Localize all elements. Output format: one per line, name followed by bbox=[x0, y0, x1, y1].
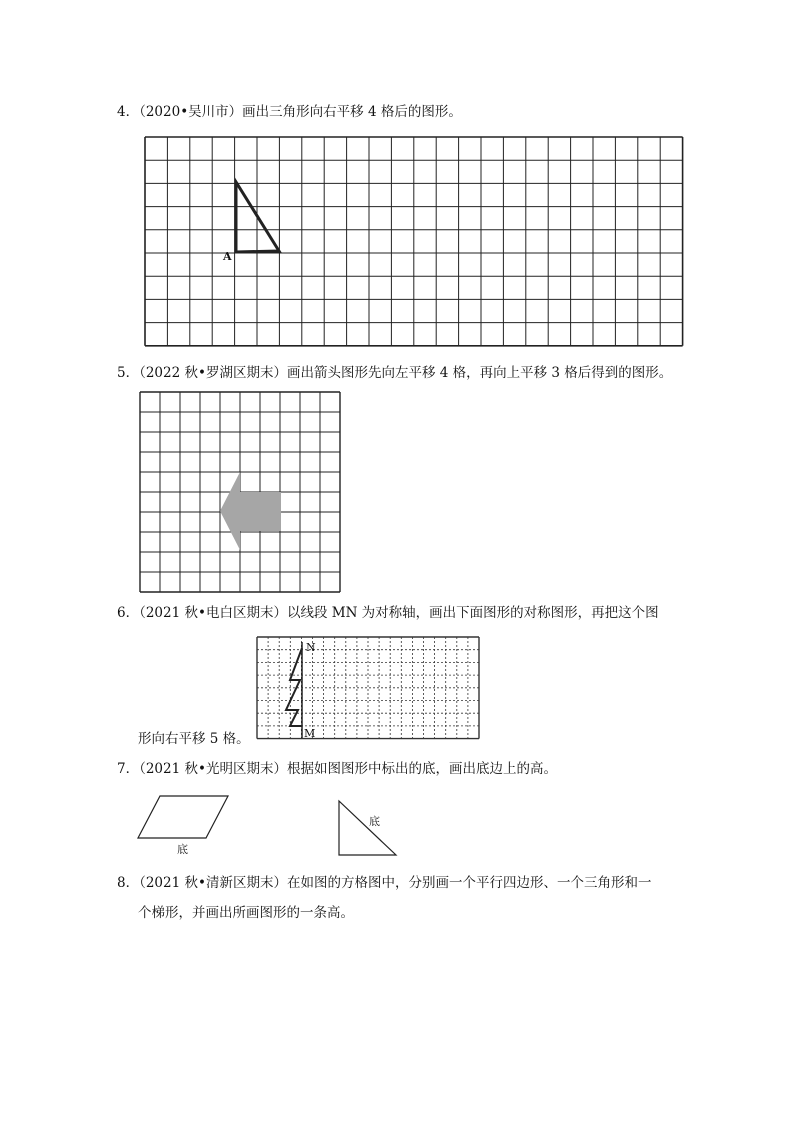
base-label-triangle: 底 bbox=[369, 815, 380, 828]
grid-q4 bbox=[140, 132, 690, 350]
arrow-shape bbox=[220, 472, 281, 550]
question-text: （2020•吴川市）画出三角形向右平移 4 格后的图形。 bbox=[139, 104, 462, 120]
question-text: （2021 秋•光明区期末）根据如图图形中标出的底，画出底边上的高。 bbox=[139, 761, 557, 777]
label-m: M bbox=[304, 727, 316, 740]
question-6 bbox=[117, 603, 659, 623]
grid-q5 bbox=[138, 390, 342, 594]
grid-q6 bbox=[254, 634, 480, 742]
question-8 bbox=[117, 873, 651, 893]
question-text: （2021 秋•电白区期末）以线段 MN 为对称轴，画出下面图形的对称图形，再把这个图 bbox=[139, 605, 659, 621]
question-number: 4． bbox=[117, 104, 140, 120]
point-label-a: A bbox=[223, 250, 232, 263]
question-4 bbox=[117, 102, 462, 122]
question-8-continuation: 个梯形，并画出所画图形的一条高。 bbox=[138, 905, 354, 921]
question-text: （2022 秋•罗湖区期末）画出箭头图形先向左平移 4 格，再向上平移 3 格后得到的图形。 bbox=[139, 365, 673, 381]
question-number: 6． bbox=[117, 605, 140, 621]
base-label-parallelogram: 底 bbox=[177, 843, 188, 856]
question-number: 8． bbox=[117, 875, 140, 891]
half-figure bbox=[286, 648, 302, 726]
label-n: N bbox=[306, 641, 316, 654]
parallelogram-figure bbox=[136, 792, 236, 842]
question-text: （2021 秋•清新区期末）在如图的方格图中，分别画一个平行四边形、一个三角形和一 bbox=[139, 875, 652, 891]
question-6-continuation: 形向右平移 5 格。 bbox=[138, 731, 250, 747]
question-7 bbox=[117, 759, 557, 779]
question-number: 5． bbox=[117, 365, 140, 381]
question-number: 7． bbox=[117, 761, 140, 777]
question-5 bbox=[117, 363, 672, 383]
triangle-figure bbox=[336, 798, 400, 858]
